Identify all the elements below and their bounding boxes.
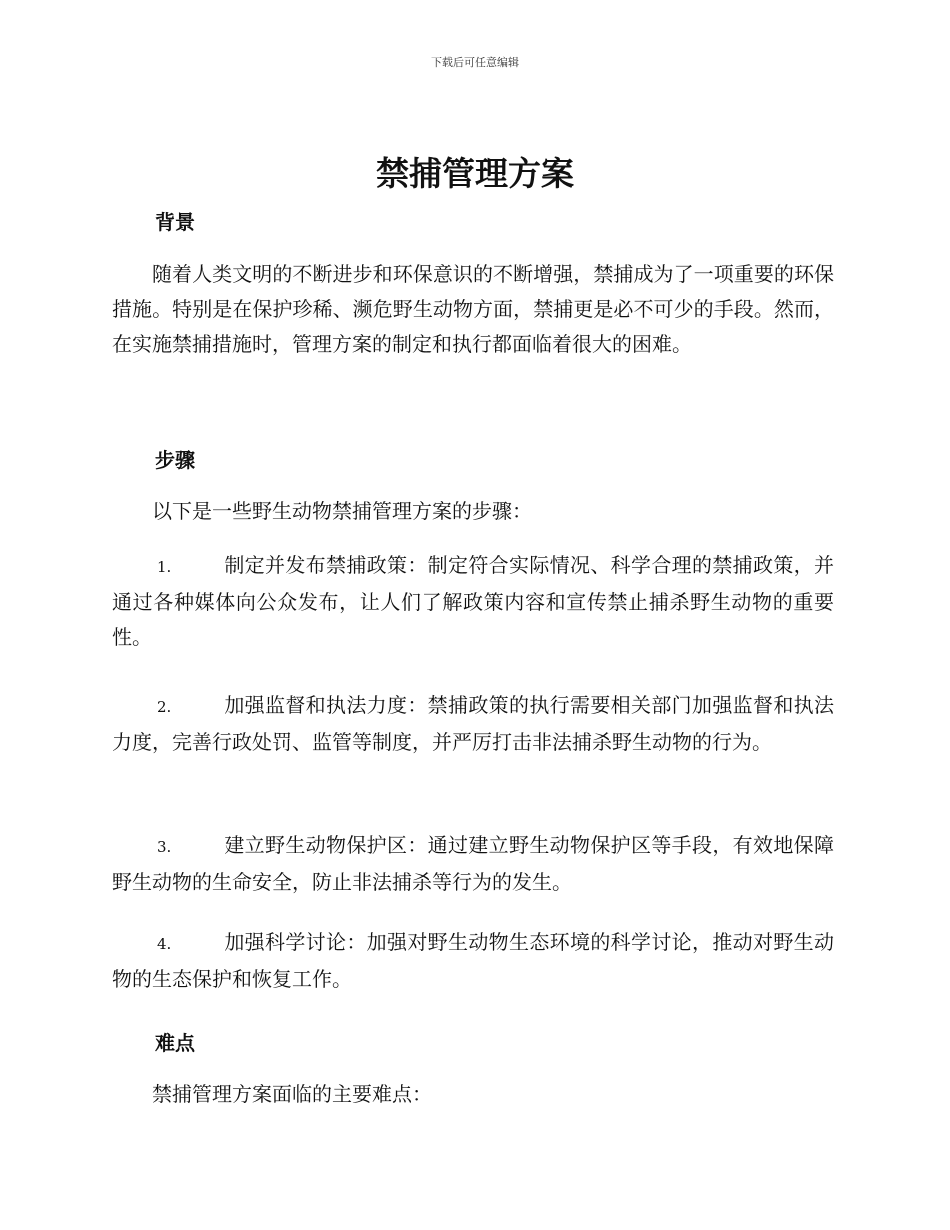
list-item-text: 加强科学讨论：加强对野生动物生态环境的科学讨论，推动对野生动物的生态保护和恢复工作。 [112,930,834,991]
list-item-number: 3. [157,838,172,856]
list-item-text: 加强监督和执法力度：禁捕政策的执行需要相关部门加强监督和执法力度，完善行政处罚、监管等制度，并严厉打击非法捕杀野生动物的行为。 [112,693,834,754]
list-item-text: 建立野生动物保护区：通过建立野生动物保护区等手段，有效地保障野生动物的生命安全，防止非法捕杀等行为的发生。 [112,833,834,894]
document-title: 禁捕管理方案 [376,154,574,193]
list-item [112,688,834,760]
list-item-number: 4. [157,935,172,953]
list-item [112,925,834,997]
list-item-number: 1. [157,558,172,576]
list-item-text: 制定并发布禁捕政策：制定符合实际情况、科学合理的禁捕政策，并通过各种媒体向公众发布，让人们了解政策内容和宣传禁止捕杀野生动物的重要性。 [112,553,834,649]
section-heading-background: 背景 [155,210,195,234]
background-paragraph: 随着人类文明的不断进步和环保意识的不断增强，禁捕成为了一项重要的环保措施。特别是在保护珍稀、濒危野生动物方面，禁捕更是必不可少的手段。然而，在实施禁捕措施时，管理方案的制定和执行都面临着很大的困难。 [112,262,834,356]
list-item [112,548,834,655]
steps-intro: 以下是一些野生动物禁捕管理方案的步骤： [152,499,532,523]
list-item-number: 2. [157,698,172,716]
header-note: 下载后可任意编辑 [431,56,519,69]
difficulties-intro: 禁捕管理方案面临的主要难点： [152,1082,432,1106]
section-heading-steps: 步骤 [155,448,195,472]
section-heading-difficulties: 难点 [155,1031,195,1055]
list-item [112,828,834,900]
